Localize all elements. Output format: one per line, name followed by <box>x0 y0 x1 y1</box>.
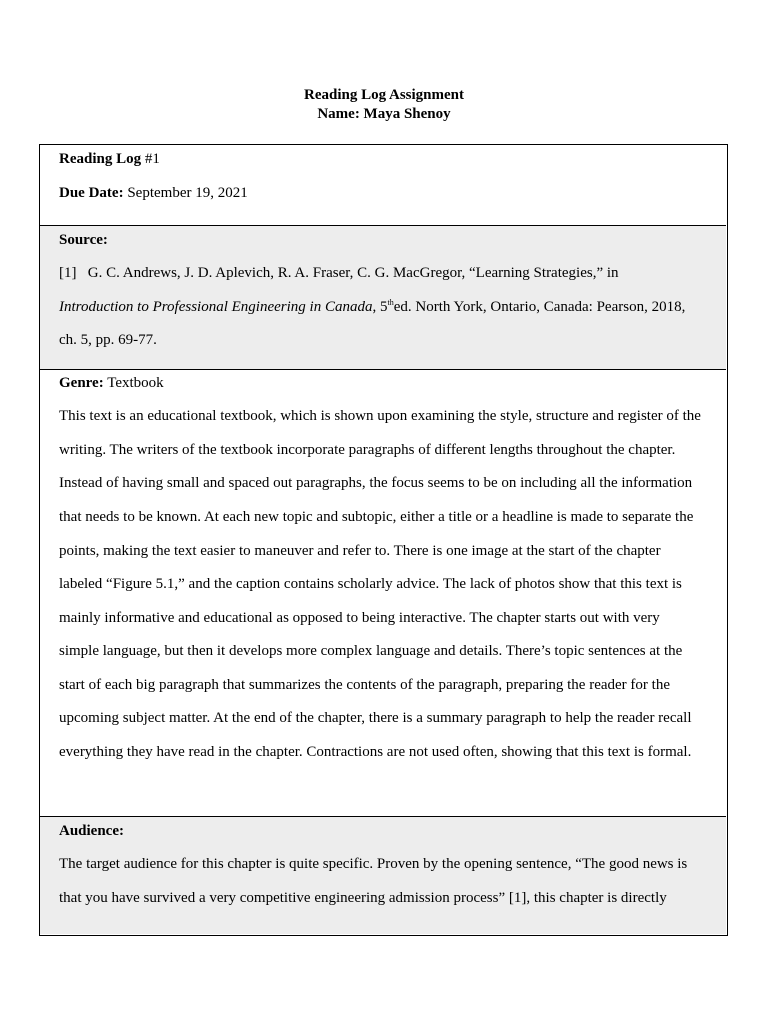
reading-log-number-value: #1 <box>144 151 160 167</box>
page-header <box>0 86 768 124</box>
citation-publisher: ed. North York, Ontario, Canada: Pearson, 2018, <box>393 299 686 315</box>
log-info-section <box>40 145 726 226</box>
source-section <box>40 226 726 370</box>
genre-text-line: mainly informative and educational as opposed to being interactive. The chapter starts out with very <box>59 610 660 626</box>
book-title: Introduction to Professional Engineering in Canada <box>59 299 373 315</box>
audience-section <box>40 817 726 934</box>
genre-text-line: simple language, but then it develops more complex language and details. There’s topic sentences at the <box>59 643 683 659</box>
audience-label: Audience: <box>59 823 124 839</box>
citation-line-1 <box>59 263 722 283</box>
source-label: Source: <box>59 232 108 248</box>
genre-text-line: points, making the text easier to maneuver and refer to. There is one image at the start of the chapter <box>59 543 661 559</box>
genre-heading <box>59 373 722 393</box>
genre-text-line: upcoming subject matter. At the end of the chapter, there is a summary paragraph to help the reader recall <box>59 710 692 726</box>
due-date-label: Due Date: <box>59 185 124 201</box>
audience-text-line: that you have survived a very competitive engineering admission process” [1], this chapter is directly <box>59 890 667 906</box>
citation-line-3: ch. 5, pp. 69-77. <box>59 332 157 348</box>
citation-ref-number: [1] <box>59 265 77 281</box>
genre-label: Genre: <box>59 375 104 391</box>
genre-text-line: start of each big paragraph that summarizes the contents of the paragraph, preparing the reader for the <box>59 677 670 693</box>
assignment-title: Reading Log Assignment <box>303 87 465 103</box>
due-date <box>59 183 722 203</box>
student-name: Name: Maya Shenoy <box>317 106 451 122</box>
genre-section <box>40 370 726 817</box>
audience-text-line: The target audience for this chapter is quite specific. Proven by the opening sentence, “The good news is <box>59 856 688 872</box>
citation-authors: G. C. Andrews, J. D. Aplevich, R. A. Fraser, C. G. MacGregor, “Learning Strategies,” in <box>87 265 619 281</box>
reading-log-table <box>39 144 728 936</box>
genre-value: Textbook <box>107 375 164 391</box>
due-date-value: September 19, 2021 <box>127 185 248 201</box>
edition-prefix: , 5 <box>372 299 388 315</box>
genre-text-line: writing. The writers of the textbook incorporate paragraphs of different lengths throughout the chapter. <box>59 442 676 458</box>
genre-text-line: This text is an educational textbook, which is shown upon examining the style, structure and register of the <box>59 408 701 424</box>
edition-superscript: th <box>387 298 394 307</box>
genre-text-line: that needs to be known. At each new topic and subtopic, either a title or a headline is made to separate the <box>59 509 694 525</box>
genre-text-line: labeled “Figure 5.1,” and the caption contains scholarly advice. The lack of photos show that this text is <box>59 576 682 592</box>
genre-text-line: Instead of having small and spaced out paragraphs, the focus seems to be on including all the information <box>59 475 693 491</box>
genre-text-line: everything they have read in the chapter. Contractions are not used often, showing that this text is formal. <box>59 744 692 760</box>
reading-log-number <box>59 149 722 169</box>
citation-line-2 <box>59 297 722 317</box>
reading-log-label: Reading Log <box>59 151 142 167</box>
